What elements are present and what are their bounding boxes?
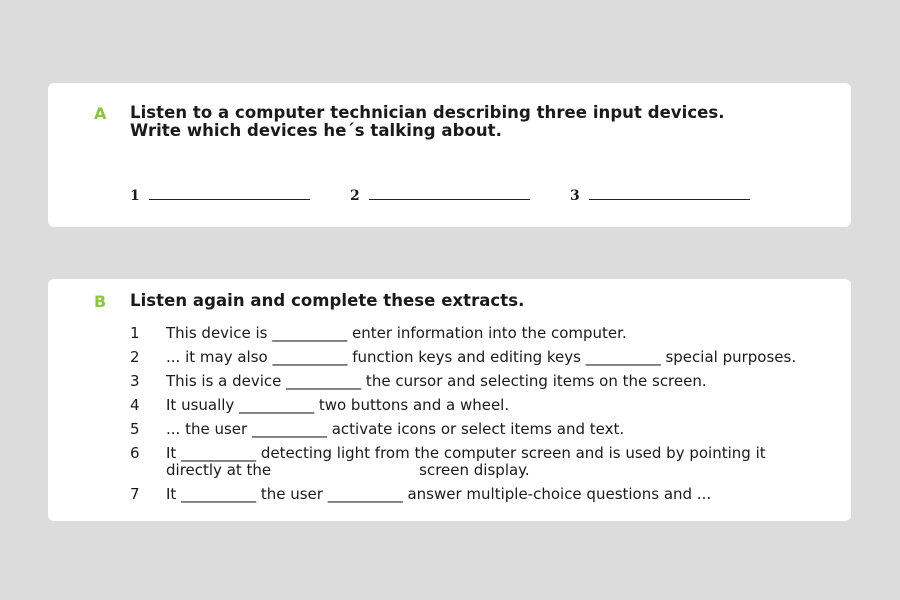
extract-text: It __________ detecting light from the computer screen and is used by pointing it [166,444,766,462]
extract-text: This is a device __________ the cursor and selecting items on the screen. [166,372,707,390]
extract-item-3 [128,373,886,390]
answer-blank[interactable] [149,186,310,200]
answer-number: 3 [570,188,580,204]
exercise-letter: B [94,292,107,311]
extract-text: ... it may also __________ function keys and editing keys __________ special purposes. [166,348,797,366]
exercise-instruction: Listen again and complete these extracts. [130,291,525,310]
answer-item-3 [570,186,750,204]
extract-item-5 [128,421,886,438]
instruction-line: Write which devices he´s talking about. [130,121,502,140]
extract-text: It __________ the user __________ answer multiple-choice questions and ... [166,485,712,503]
answer-item-2 [350,186,530,204]
extract-item-1 [128,325,886,342]
extract-text: screen display. [419,461,530,479]
extract-text: directly at the [166,461,272,479]
extract-text: This device is __________ enter information into the computer. [166,324,627,342]
exercise-b-card [48,279,851,521]
extract-item-4 [128,397,886,414]
extract-text: It usually __________ two buttons and a wheel. [166,396,510,414]
extract-number: 4 [130,396,140,414]
instruction-line: Listen to a computer technician describing three input devices. [130,103,725,122]
answer-blank[interactable] [369,186,530,200]
exercise-instruction [130,104,725,140]
answer-blank[interactable] [589,186,750,200]
exercise-letter: A [94,104,107,123]
answer-number: 2 [350,188,360,204]
answer-item-1 [130,186,310,204]
extract-number: 3 [130,372,140,390]
answer-number: 1 [130,188,140,204]
extract-text: ... the user __________ activate icons or select items and text. [166,420,625,438]
extract-number: 2 [130,348,140,366]
extract-item-2 [128,349,886,366]
extract-number: 5 [130,420,140,438]
extract-number: 7 [130,485,140,503]
extract-text-continued [166,462,886,479]
extract-item-7 [128,486,886,503]
extract-item-6 [128,445,886,479]
extract-number: 1 [130,324,140,342]
extract-number: 6 [130,444,140,462]
exercise-a-card [48,83,851,227]
